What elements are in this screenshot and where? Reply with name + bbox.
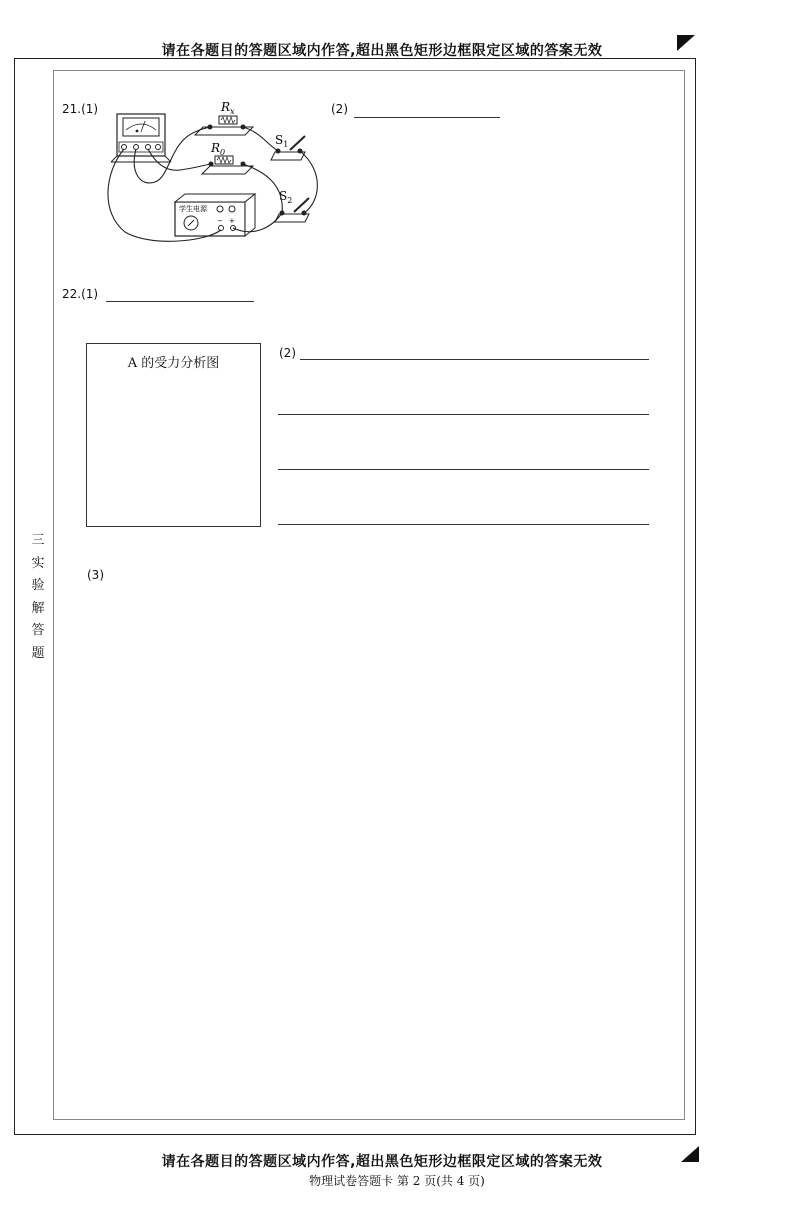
resistor-rx [195,100,253,135]
rx-label: $R_x$ [221,100,235,116]
plus-terminal-label: + [229,217,235,225]
q22-part3-label: (3) [87,568,104,582]
page-number: 物理试卷答题卡 第 2 页(共 4 页) [309,1174,485,1188]
q22-number: 22.(1) [62,287,99,301]
alignment-mark-bottom-right [681,1146,699,1162]
q21-part2-answer-line[interactable] [354,117,500,118]
q22-part2-answer-line-1[interactable] [300,359,649,360]
circuit-diagram [95,92,335,244]
header-notice: 请在各题目的答题区域内作答,超出黑色矩形边框限定区域的答案无效 [161,43,603,59]
q21-part2-label: (2) [331,102,348,116]
s2-label: $S_2$ [279,189,293,205]
free-body-diagram-box[interactable] [86,343,261,527]
power-supply [175,194,255,236]
q22-part2-answer-line-3[interactable] [278,469,649,470]
free-body-diagram-title: A 的受力分析图 [127,356,220,371]
footer-notice: 请在各题目的答题区域内作答,超出黑色矩形边框限定区域的答案无效 [161,1154,603,1170]
q22-part2-answer-line-2[interactable] [278,414,649,415]
q22-part2-answer-line-4[interactable] [278,524,649,525]
q22-part2-label: (2) [279,346,296,360]
r0-label: $R_0$ [211,141,226,157]
supply-label: 学生电源 [179,205,207,213]
minus-terminal-label: − [217,217,223,225]
resistor-r0 [202,141,253,174]
section-label: 三 实 验 解 答 题 [31,533,45,661]
switch-s1 [271,133,305,160]
alignment-mark-top-right [677,35,695,51]
q21-number: 21.(1) [62,102,99,116]
q22-part1-answer-line[interactable] [106,301,254,302]
s1-label: $S_1$ [275,133,289,149]
